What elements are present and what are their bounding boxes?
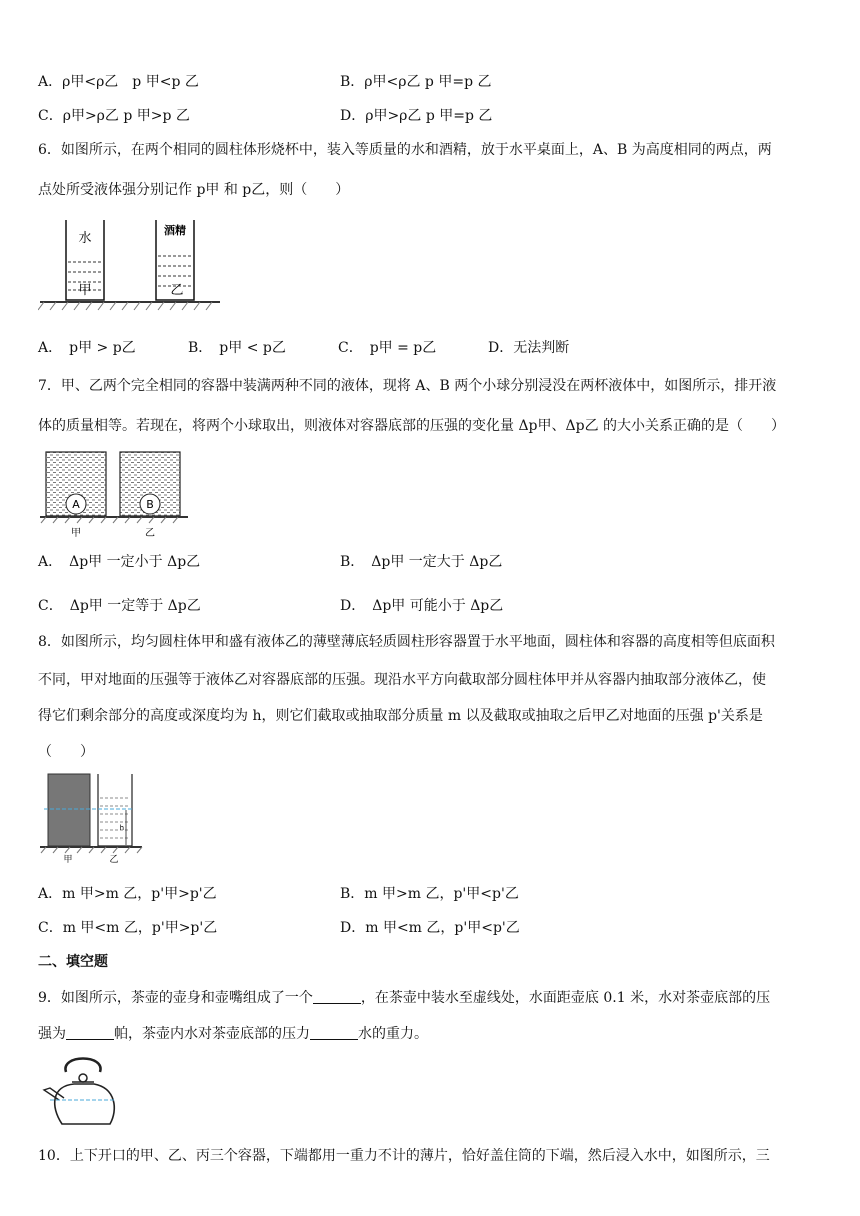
- q7-stem-line-1: 7．甲、乙两个完全相同的容器中装满两种不同的液体，现将 A、B 两个小球分别浸没在两杯液体中，如图所示，排开液: [38, 378, 777, 394]
- q7-option-b: B． Δp甲 一定大于 Δp乙: [340, 554, 503, 570]
- q7-stem-line-2: 体的质量相等。若现在，将两个小球取出，则液体对容器底部的压强的变化量 Δp甲、Δp乙 的大小关系正确的是（ ）: [38, 418, 786, 434]
- q7-option-c: C． Δp甲 一定等于 Δp乙: [38, 598, 201, 614]
- q6-figure-beakers: [38, 218, 228, 318]
- q9-figure-teapot: [38, 1050, 128, 1130]
- q6-option-c: C． p甲 = p乙: [338, 340, 437, 356]
- section-heading-fill-blank: 二、填空题: [38, 954, 108, 970]
- q9-text-1: 9．如图所示，茶壶的壶身和壶嘴组成了一个: [38, 990, 313, 1006]
- q6-option-a: A． p甲 > p乙: [38, 340, 136, 356]
- q7-ball-b: B: [146, 498, 154, 511]
- q7-label-yi: 乙: [145, 528, 155, 539]
- q6-label-yi: 乙: [170, 283, 184, 298]
- q5-option-d: D．ρ甲>ρ乙 p 甲=p 乙: [340, 108, 493, 124]
- q5-option-a: A．ρ甲<ρ乙 p 甲<p 乙: [38, 74, 199, 90]
- q9-text-5: 水的重力。: [358, 1026, 428, 1042]
- q7-option-a: A． Δp甲 一定小于 Δp乙: [38, 554, 201, 570]
- q8-label-yi: 乙: [109, 855, 119, 865]
- q8-stem-line-2: 不同，甲对地面的压强等于液体乙对容器底部的压强。现沿水平方向截取部分圆柱体甲并从容器内抽取部分液体乙，使: [38, 672, 766, 688]
- q8-option-a: A．m 甲>m 乙，p'甲>p'乙: [38, 886, 217, 902]
- q8-stem-line-4: （ ）: [38, 744, 94, 760]
- q5-option-c: C．ρ甲>ρ乙 p 甲>p 乙: [38, 108, 190, 124]
- q6-option-b: B． p甲 < p乙: [188, 340, 286, 356]
- q8-option-c: C．m 甲<m 乙，p'甲>p'乙: [38, 920, 218, 936]
- q8-option-b: B．m 甲>m 乙，p'甲<p'乙: [340, 886, 519, 902]
- q9-text-3: 强为: [38, 1026, 66, 1042]
- q7-option-d: D． Δp甲 可能小于 Δp乙: [340, 598, 504, 614]
- q6-stem-line-1: 6．如图所示，在两个相同的圆柱体形烧杯中，装入等质量的水和酒精，放于水平桌面上，A、B 为高度相同的两点，两: [38, 142, 772, 158]
- q8-option-d: D．m 甲<m 乙，p'甲<p'乙: [340, 920, 520, 936]
- q8-label-jia: 甲: [63, 855, 73, 865]
- q8-stem-line-3: 得它们剩余部分的高度或深度均为 h，则它们截取或抽取部分质量 m 以及截取或抽取之后甲乙对地面的压强 p'关系是: [38, 708, 763, 724]
- q9-text-4: 帕，茶壶内水对茶壶底部的压力: [114, 1026, 310, 1042]
- q6-option-d: D．无法判断: [488, 340, 570, 356]
- q5-option-b: B．ρ甲<ρ乙 p 甲=p 乙: [340, 74, 492, 90]
- q7-label-jia: 甲: [71, 528, 81, 539]
- q9-blank-3[interactable]: [310, 1025, 358, 1040]
- q6-label-jia: 甲: [78, 283, 92, 298]
- q9-line-1: [38, 988, 770, 1008]
- q8-label-h: h: [119, 824, 124, 832]
- q8-stem-line-1: 8．如图所示，均匀圆柱体甲和盛有液体乙的薄壁薄底轻质圆柱形容器置于水平地面，圆柱体和容器的高度相等但底面积: [38, 634, 775, 650]
- q7-ball-a: A: [72, 498, 80, 511]
- q6-label-water: 水: [78, 231, 92, 246]
- q6-stem-line-2: 点处所受液体强分别记作 p甲 和 p乙，则（ ）: [38, 182, 350, 198]
- q8-figure-cylinder-container: [38, 770, 148, 866]
- q7-figure-containers: [38, 448, 198, 540]
- q9-blank-1[interactable]: [313, 989, 361, 1004]
- q9-line-2: [38, 1024, 428, 1044]
- q6-label-alcohol: 酒精: [164, 224, 186, 237]
- q9-blank-2[interactable]: [66, 1025, 114, 1040]
- q9-text-2: ，在茶壶中装水至虚线处，水面距壶底 0.1 米，水对茶壶底部的压: [360, 990, 771, 1006]
- q10-stem-line-1: 10．上下开口的甲、乙、丙三个容器，下端都用一重力不计的薄片，恰好盖住筒的下端，然后浸入水中，如图所示，三: [38, 1148, 770, 1164]
